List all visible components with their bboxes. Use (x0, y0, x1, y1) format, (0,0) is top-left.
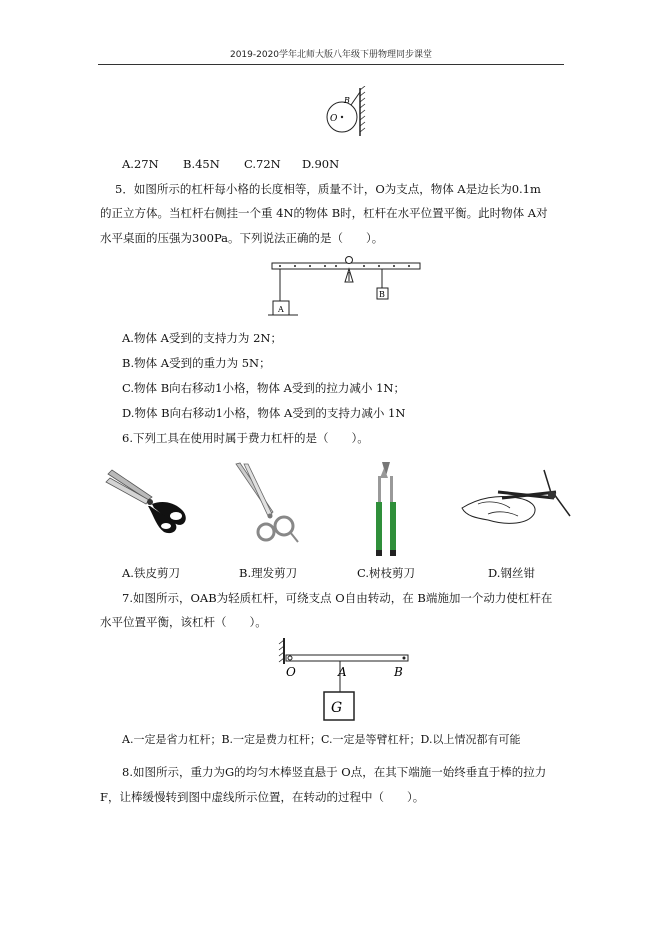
branch-loppers-image (368, 462, 404, 558)
q7-label-b: B (394, 665, 403, 679)
hair-scissors-image (226, 462, 306, 546)
q5-option-c: C.物体 B向右移动1小格，物体 A受到的拉力减小 1N； (122, 381, 405, 395)
q7-label-g: G (331, 700, 343, 716)
q6-option-d: D.钢丝钳 (488, 566, 535, 580)
q7-label-a: A (338, 665, 347, 679)
q7-options: A.一定是省力杠杆；B.一定是费力杠杆；C.一定是等臂杠杆；D.以上情况都有可能 (122, 733, 521, 746)
tin-snips-image (104, 464, 204, 536)
q5-label-b: B (379, 290, 385, 299)
q6-option-c: C.树枝剪刀 (357, 566, 416, 580)
lever-figure-q5 (268, 254, 424, 320)
q4-option-d: D.90N (302, 157, 340, 171)
q7-label-o: O (286, 665, 296, 679)
q5-option-a: A.物体 A受到的支持力为 2N； (122, 331, 282, 345)
q8-stem-line2: F，让棒缓慢转到图中虚线所示位置，在转动的过程中（ ）。 (100, 790, 425, 804)
q7-stem-line1: 7.如图所示，OAB为轻质杠杆，可绕支点 O自由转动，在 B端施加一个动力使杠杆在 (122, 591, 553, 605)
q7-stem-line2: 水平位置平衡，该杠杆（ ）。 (100, 615, 267, 629)
q5-stem-line1: 5．如图所示的杠杆每小格的长度相等，质量不计，O为支点，物体 A是边长为0.1m (115, 182, 541, 196)
q8-stem-line1: 8.如图所示，重力为G的均匀木棒竖直悬于 O点，在其下端施一始终垂直于棒的拉力 (122, 765, 547, 779)
q6-option-a: A.铁皮剪刀 (122, 566, 180, 580)
pliers-hand-image (458, 468, 574, 532)
q4-option-c: C.72N (244, 157, 281, 171)
lever-figure-q7 (278, 636, 412, 724)
header-divider (98, 64, 564, 65)
q6-stem: 6.下列工具在使用时属于费力杠杆的是（ ）。 (122, 431, 369, 445)
q4-option-a: A.27N (122, 157, 159, 171)
page-header: 2019-2020学年北师大版八年级下册物理同步课堂 (229, 50, 433, 60)
q5-option-d: D.物体 B向右移动1小格，物体 A受到的支持力减小 1N (122, 406, 406, 420)
ball-label-b: B (344, 96, 350, 105)
q4-option-b: B.45N (183, 157, 220, 171)
ball-label-o: O (330, 114, 338, 124)
q5-option-b: B.物体 A受到的重力为 5N； (122, 356, 271, 370)
q5-stem-line3: 水平桌面的压强为300Pa。下列说法正确的是（ ）。 (100, 231, 384, 245)
q5-stem-line2: 的正立方体。当杠杆右侧挂一个重 4N的物体 B时，杠杆在水平位置平衡。此时物体 A对 (100, 206, 548, 220)
q6-option-b: B.理发剪刀 (239, 566, 298, 580)
ball-wall-figure (320, 86, 370, 138)
q5-label-a: A (278, 305, 284, 314)
